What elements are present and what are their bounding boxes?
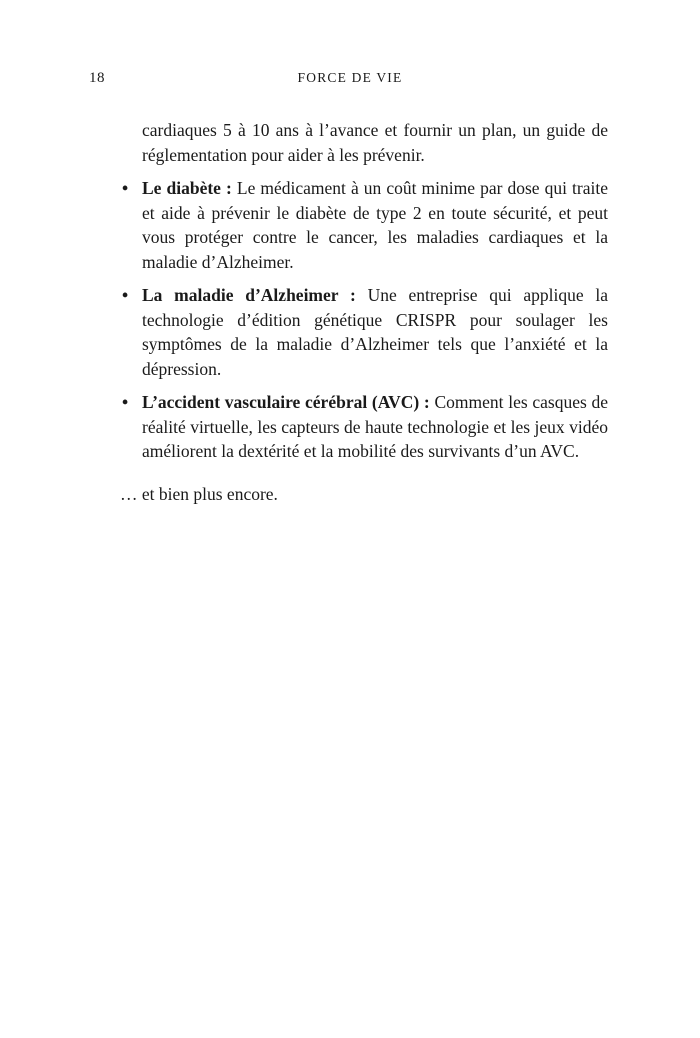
bullet-term: Le diabète : (142, 178, 232, 198)
bullet-item-diabetes (120, 176, 608, 274)
bullet-list (120, 176, 608, 464)
bullet-marker: • (122, 178, 129, 198)
running-title: FORCE DE VIE (297, 70, 403, 85)
closing-line: … et bien plus encore. (120, 483, 278, 504)
bullet-item-stroke (120, 390, 608, 464)
bullet-text: Une entreprise qui applique la technologie d’édition génétique CRISPR pour soulager les symptômes de la maladie d’Alzheimer tels que l’anxiété et la dépression. (142, 285, 608, 379)
bullet-text: Le médicament à un coût minime par dose qui traite et aide à prévenir le diabète de type 2 en toute sécurité, et peut vous protéger contre le cancer, les maladies cardiaques et la maladie d’Alzheimer. (142, 178, 608, 272)
bullet-marker: • (122, 285, 129, 305)
bullet-term: L’accident vasculaire cérébral (AVC) : (142, 392, 430, 412)
continuation-paragraph: cardiaques 5 à 10 ans à l’avance et fournir un plan, un guide de réglementation pour aider à les prévenir. (142, 120, 608, 165)
bullet-item-alzheimer (120, 283, 608, 381)
bullet-text: Comment les casques de réalité virtuelle, les capteurs de haute technologie et les jeux vidéo améliorent la dextérité et la mobilité des survivants d’un AVC. (142, 392, 608, 461)
bullet-term: La maladie d’Alzheimer : (142, 285, 356, 305)
bullet-marker: • (122, 392, 129, 412)
body-text (120, 118, 608, 506)
page-number: 18 (89, 70, 105, 86)
page-header (0, 70, 700, 92)
